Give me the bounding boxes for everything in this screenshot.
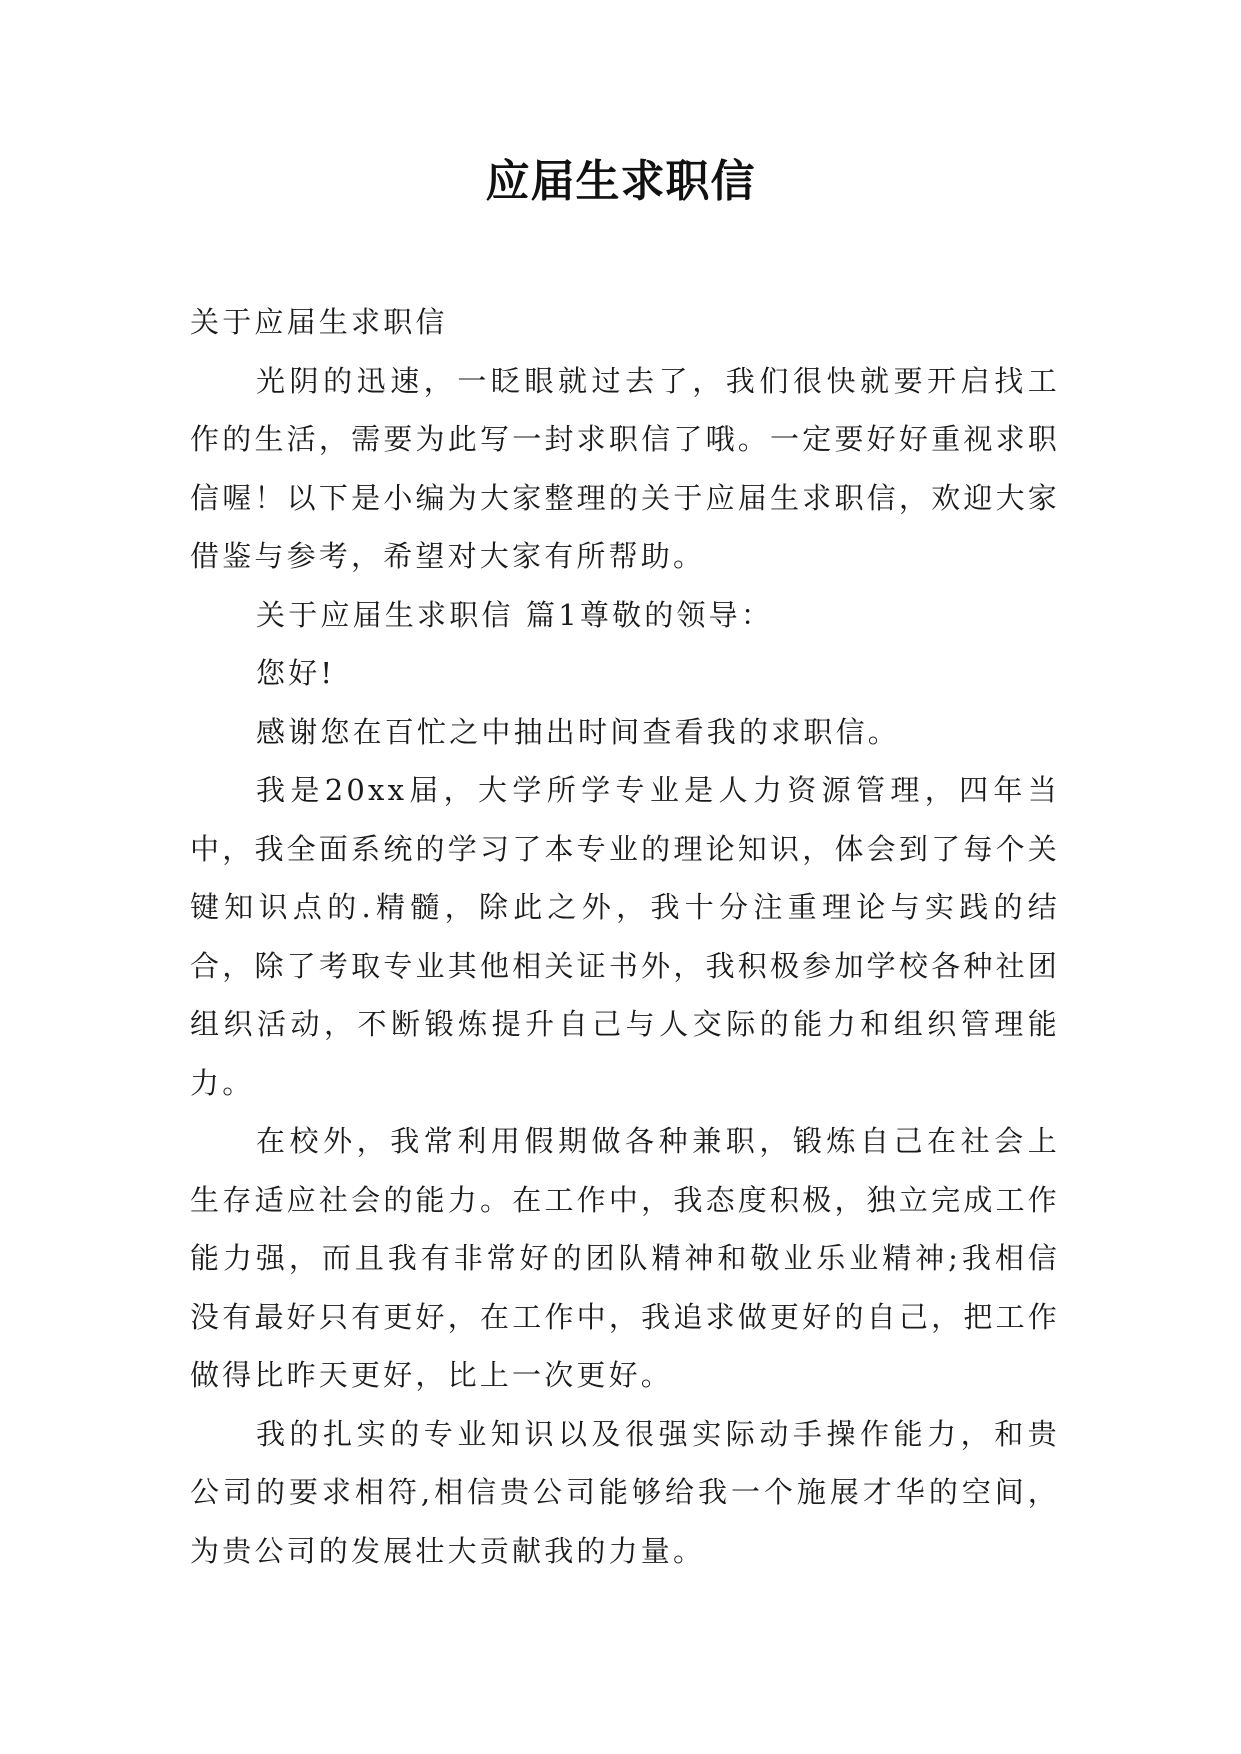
paragraph-experience: 在校外，我常利用假期做各种兼职，锻炼自己在社会上生存适应社会的能力。在工作中，我态度积极，独立完成工作能力强，而且我有非常好的团队精神和敬业乐业精神;我相信没有最好只有更好，在工作中，我追求做更好的自己，把工作做得比昨天更好，比上一次更好。 <box>190 1124 1060 1392</box>
paragraph-greeting: 您好! <box>256 656 336 690</box>
paragraph-salutation: 关于应届生求职信 篇1尊敬的领导： <box>256 597 774 632</box>
paragraph-education: 我是20xx届，大学所学专业是人力资源管理，四年当中，我全面系统的学习了本专业的理论知识，体会到了每个关键知识点的.精髓，除此之外，我十分注重理论与实践的结合，除了考取专业其他相关证书外，我积极参加学校各种社团组织活动，不断锻炼提升自己与人交际的能力和组织管理能力。 <box>190 773 1060 1100</box>
paragraph-intro: 光阴的迅速，一眨眼就过去了，我们很快就要开启找工作的生活，需要为此写一封求职信了哦。一定要好好重视求职信喔！以下是小编为大家整理的关于应届生求职信，欢迎大家借鉴与参考，希望对大家有所帮助。 <box>190 363 1060 573</box>
paragraph-thanks: 感谢您在百忙之中抽出时间查看我的求职信。 <box>256 714 901 749</box>
document-title: 应届生求职信 <box>485 156 756 207</box>
paragraph-heading: 关于应届生求职信 <box>190 305 448 339</box>
paragraph-closing: 我的扎实的专业知识以及很强实际动手操作能力，和贵公司的要求相符,相信贵公司能够给我一个施展才华的空间，为贵公司的发展壮大贡献我的力量。 <box>190 1416 1060 1568</box>
document-body <box>190 293 1060 1580</box>
